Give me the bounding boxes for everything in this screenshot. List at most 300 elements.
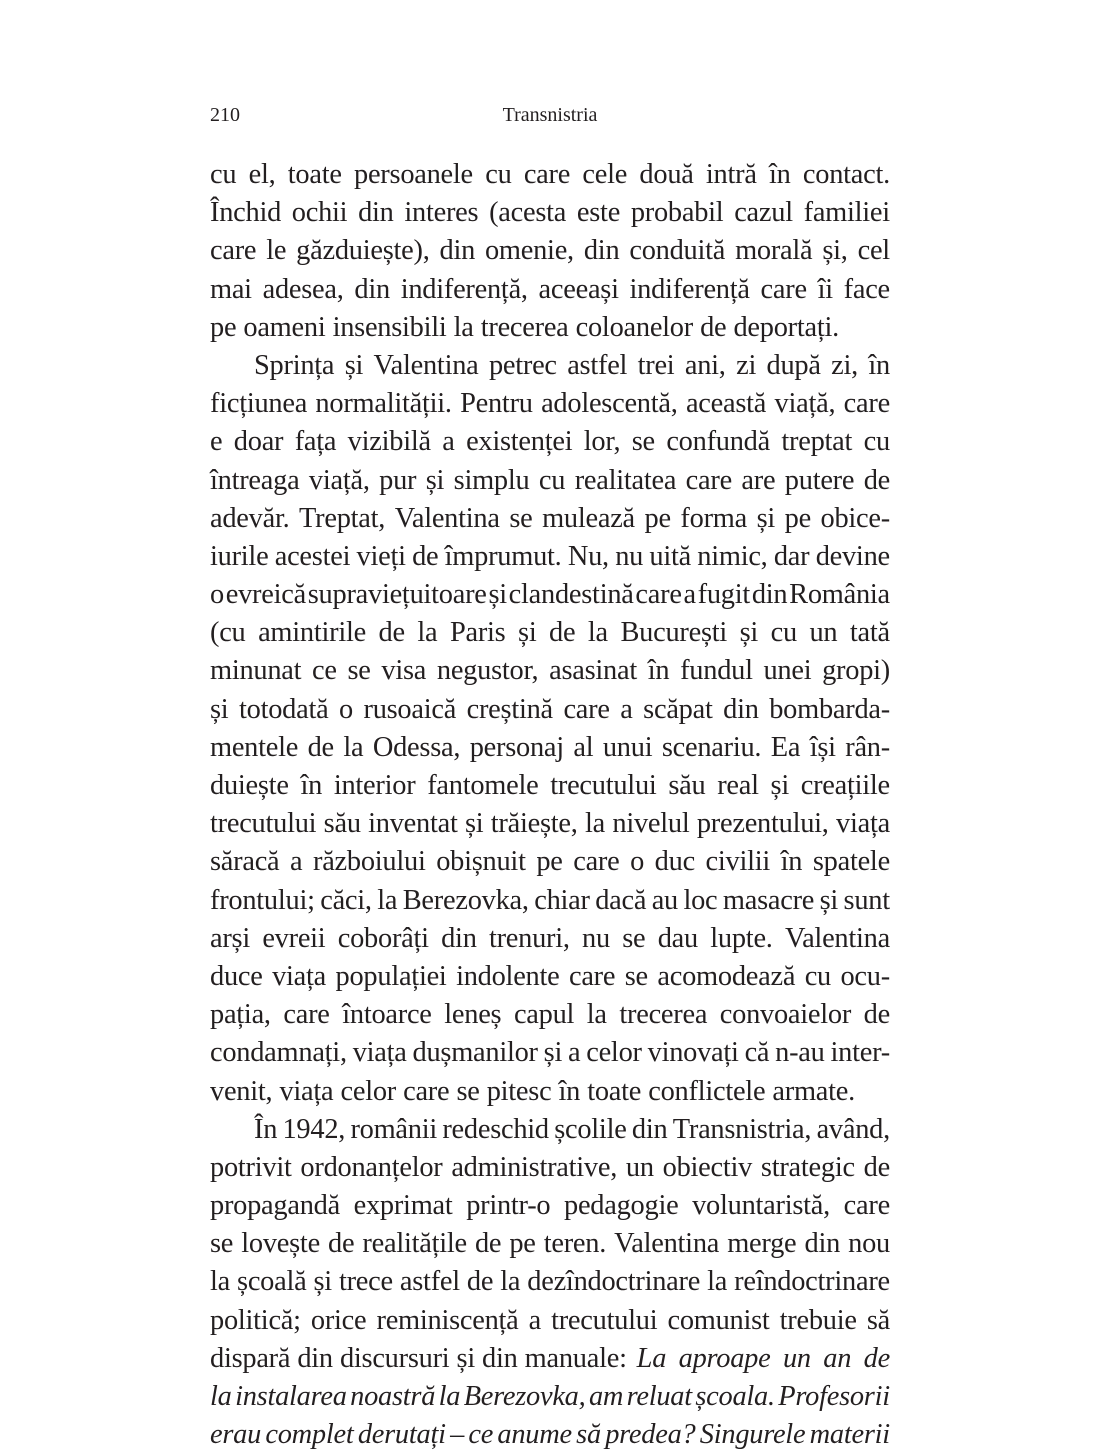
text-word: în (780, 846, 803, 878)
text-word: comunist (667, 1304, 770, 1336)
text-word: vizibilă (347, 426, 431, 458)
text-line (210, 385, 890, 423)
text-word: cu (210, 159, 237, 190)
text-word: rusoaică (363, 693, 457, 725)
text-word: fantomele (427, 770, 539, 801)
text-word: cu (538, 464, 566, 496)
text-word: realitățile (362, 1228, 467, 1260)
text-word: În (254, 1113, 278, 1145)
text-word: petrec (488, 349, 557, 381)
text-line (210, 843, 890, 881)
text-word: la (707, 1266, 728, 1298)
text-word: duc (654, 846, 695, 878)
text-word: o (338, 693, 353, 725)
text-word: supraviețuitoare (307, 579, 487, 611)
text-word: și (739, 617, 759, 649)
text-word: Paris (449, 617, 506, 649)
running-head (210, 100, 890, 130)
text-word: strategic (760, 1151, 855, 1183)
text-word: dau (657, 922, 698, 954)
text-word: teren. (543, 1228, 607, 1260)
text-word: la (585, 808, 605, 840)
text-word: fundul (680, 655, 753, 687)
text-word: pedagogie (564, 1190, 679, 1222)
text-word: Singurele (699, 1419, 806, 1451)
text-word: anume (497, 1419, 572, 1451)
text-word: populației (335, 960, 447, 992)
text-word: școlile (554, 1113, 627, 1145)
text-word: inter- (830, 1037, 890, 1069)
text-word: la (587, 617, 608, 649)
text-word: România (789, 579, 890, 611)
text-word: visa (381, 655, 427, 687)
text-word: de (863, 1151, 890, 1183)
text-word: la (343, 731, 364, 763)
text-word: dacă (595, 884, 647, 916)
text-word: convoaielor (719, 999, 852, 1031)
text-word: redeschid (442, 1113, 549, 1145)
text-word: ce (312, 655, 337, 687)
text-line (210, 194, 890, 232)
text-word: inventat (368, 808, 458, 840)
text-word: pe (784, 502, 811, 534)
text-word: spatele (812, 846, 890, 878)
text-word: vieți (356, 540, 406, 572)
text-word: în (558, 1075, 581, 1107)
text-word: și (518, 617, 537, 649)
text-word: că (744, 1037, 770, 1069)
text-word: de (328, 1228, 355, 1260)
text-word: românii (350, 1113, 438, 1145)
text-word: gropi) (822, 655, 890, 687)
text-line (210, 1263, 890, 1301)
text-word: capul (513, 999, 575, 1031)
text-word: dușmanilor (412, 1037, 538, 1069)
text-word: ocu- (840, 960, 890, 992)
text-word: toate (287, 159, 342, 190)
text-line (210, 691, 890, 729)
text-word: civilii (705, 846, 771, 878)
text-word: dezîndoctrinare (527, 1266, 701, 1298)
text-word: indiferență, (400, 273, 528, 305)
text-word: – (450, 1419, 465, 1451)
text-word: unui (602, 731, 653, 763)
text-word: al (573, 731, 594, 763)
text-word: având, (816, 1113, 890, 1145)
text-word: de (474, 1228, 502, 1260)
text-word: a (442, 426, 455, 458)
text-word: forma (680, 502, 747, 534)
text-word: Transnistria, (672, 1113, 812, 1145)
text-word: se (624, 960, 648, 992)
text-word: sunt (843, 884, 890, 916)
text-word: care (573, 846, 620, 878)
text-line (210, 156, 890, 194)
text-word: devine (815, 540, 890, 572)
text-word: obișnuit (436, 846, 526, 878)
text-word: Valentina (373, 349, 479, 381)
text-word: fugit (697, 579, 751, 611)
text-word: probabil (630, 197, 724, 229)
text-word: un (625, 1151, 654, 1183)
text-word: evreică (225, 579, 306, 611)
text-word: după (766, 349, 821, 381)
text-word: cel (857, 235, 890, 267)
text-word: rân- (845, 731, 890, 763)
text-word: Nu, (567, 540, 609, 572)
text-word: Închid (210, 197, 282, 229)
text-word: care (568, 960, 616, 992)
text-word: se (631, 426, 655, 458)
text-word: și (210, 693, 229, 725)
text-word: din (723, 693, 759, 725)
text-word: Valentina (394, 502, 500, 534)
text-word: unei (763, 655, 812, 687)
text-word: scăpat (643, 693, 713, 725)
text-line (210, 920, 890, 958)
text-word: vinovați (647, 1037, 739, 1069)
text-word: care (210, 235, 257, 267)
text-word: discursuri (339, 1342, 450, 1374)
text-word: este (576, 197, 621, 229)
text-word: de (378, 617, 405, 649)
text-word: de (700, 311, 727, 343)
text-word: și (313, 1266, 332, 1298)
text-word: normalității. (315, 388, 452, 420)
text-word: duce (210, 960, 263, 992)
text-word: totodată (238, 693, 329, 725)
text-word: un (782, 1342, 811, 1374)
text-word: pitesc (486, 1075, 552, 1107)
text-word: n-au (775, 1037, 825, 1069)
text-word: lupte. (710, 922, 773, 954)
text-line (210, 1340, 890, 1378)
text-word: minunat (210, 655, 302, 687)
text-word: a (683, 579, 696, 611)
text-word: conduită (629, 235, 726, 267)
text-word: prezentului, (696, 808, 829, 840)
text-word: erau (210, 1419, 262, 1451)
text-word: săracă (210, 846, 280, 878)
text-word: Odessa, (372, 731, 461, 763)
text-word: omenie, (484, 235, 574, 267)
text-word: de (466, 1266, 494, 1298)
text-word: aceeași (538, 273, 619, 305)
text-word: în (868, 349, 890, 381)
text-word: nou (848, 1228, 890, 1260)
text-word: care (843, 388, 890, 420)
text-word: ce (468, 1419, 494, 1451)
text-word: Berezovka, (402, 884, 529, 916)
text-word: școală (237, 1266, 307, 1298)
text-word: (cu (210, 617, 246, 649)
text-word: școala. (695, 1381, 775, 1412)
text-word: personaj (469, 731, 564, 763)
text-word: său (323, 808, 361, 840)
text-word: tată (849, 617, 890, 649)
text-word: Profesorii (778, 1381, 890, 1412)
text-word: care (283, 999, 330, 1031)
text-word: și (456, 1342, 475, 1374)
text-word: și (543, 1037, 563, 1069)
text-word: dar (773, 540, 810, 572)
text-line (210, 232, 890, 270)
text-word: trăiește, (490, 808, 578, 840)
text-word: mentele (210, 731, 299, 763)
text-word: viața (272, 960, 327, 992)
text-word: nu (582, 922, 610, 954)
text-line (210, 996, 890, 1034)
text-word: treptat (781, 426, 853, 458)
text-word: din (751, 579, 788, 611)
text-word: venit, (210, 1075, 273, 1107)
text-word: deportați. (733, 311, 839, 343)
text-word: din (297, 1342, 333, 1374)
text-word: adolescentă, (541, 388, 678, 420)
text-word: de (549, 617, 576, 649)
text-word: familiei (803, 197, 890, 229)
text-word: reluat (626, 1381, 692, 1412)
text-line (210, 1073, 890, 1111)
text-word: contact. (802, 159, 890, 190)
text-word: a (620, 693, 633, 725)
text-word: din (631, 1113, 668, 1145)
text-word: care (403, 1075, 450, 1107)
text-word: cele (582, 159, 628, 190)
text-word: (acesta (489, 197, 567, 229)
text-line (210, 1149, 890, 1187)
text-word: întoarce (342, 999, 432, 1031)
text-word: masacre (722, 884, 815, 916)
text-word: adevăr. (210, 502, 290, 534)
text-word: realitatea (574, 464, 677, 496)
text-word: mulează (542, 502, 635, 534)
text-word: la (500, 1266, 521, 1298)
text-word: își (809, 731, 836, 763)
text-word: chiar (534, 884, 590, 916)
text-word: această (685, 388, 767, 420)
text-word: au (651, 884, 678, 916)
text-word: interes (404, 197, 479, 229)
text-word: cu (770, 617, 797, 649)
text-word: an (823, 1342, 852, 1374)
text-word: care (523, 159, 571, 190)
text-word: în (300, 770, 323, 801)
text-word: ficțiunea (210, 388, 308, 420)
text-line (210, 1302, 890, 1340)
text-word: trecerea (619, 999, 708, 1031)
text-word: orice (310, 1304, 367, 1336)
text-word: zi, (831, 349, 858, 381)
text-word: noastră (350, 1381, 436, 1412)
text-word: din (439, 235, 476, 267)
text-word: fața (294, 426, 337, 458)
text-word: scenariu. (661, 731, 762, 763)
text-word: se (622, 922, 646, 954)
text-word: dispară (210, 1342, 291, 1374)
text-word: din (358, 197, 394, 229)
text-word: la (453, 311, 474, 343)
text-word: care (843, 1190, 890, 1222)
text-word: trecutului (550, 770, 657, 801)
text-word: și (464, 808, 484, 840)
text-word: viața (836, 808, 890, 840)
text-word: obiectiv (662, 1151, 753, 1183)
text-word: două (639, 159, 694, 190)
text-line (210, 1187, 890, 1225)
italic-quote-segment (637, 1340, 890, 1378)
text-word: condamnați, (210, 1037, 347, 1069)
text-word: are (741, 464, 776, 496)
text-word: loc (683, 884, 718, 916)
text-word: la (438, 1381, 461, 1412)
text-word: pe (644, 502, 671, 534)
text-word: reîndoctrinare (734, 1266, 890, 1298)
text-word: intră (705, 159, 757, 190)
text-word: din (354, 273, 390, 305)
text-word: nivelul (612, 808, 690, 840)
text-word: și, (822, 235, 848, 267)
text-word: războiului (313, 846, 426, 878)
text-word: întreaga (210, 464, 300, 496)
text-word: voluntaristă, (692, 1190, 830, 1222)
text-word: e (210, 426, 223, 458)
text-word: împrumut. (444, 540, 562, 572)
text-word: mai (210, 273, 252, 305)
text-word: lor, (583, 426, 621, 458)
text-word: leneș (444, 999, 502, 1031)
text-word: și (488, 579, 507, 611)
text-word: a (567, 1037, 581, 1069)
text-line (210, 576, 890, 614)
text-word: frontului; (210, 884, 315, 916)
text-line (210, 500, 890, 538)
text-word: celor (586, 1037, 642, 1069)
text-word: se (509, 502, 533, 534)
text-word: din (583, 235, 620, 267)
text-word: conflictele (648, 1075, 766, 1107)
text-word: ochii (291, 197, 348, 229)
text-word: manuale: (524, 1342, 627, 1374)
text-word: reminiscență (376, 1304, 519, 1336)
text-word: și (819, 884, 839, 916)
text-word: viața (352, 1037, 407, 1069)
text-word: trece (338, 1266, 393, 1298)
text-word: interior (333, 770, 416, 801)
text-word: Berezovka, (463, 1381, 586, 1412)
text-word: zi (736, 349, 757, 381)
text-word: viața (279, 1075, 334, 1107)
text-word: el, (248, 159, 276, 190)
running-title: Transnistria (502, 104, 598, 126)
text-word: coloanelor (575, 311, 693, 343)
text-word: trecutului (551, 1304, 658, 1336)
text-word: îi (817, 273, 833, 305)
body-text (210, 156, 890, 1454)
text-line (210, 1225, 890, 1263)
text-word: acomodează (657, 960, 796, 992)
text-word: doar (233, 426, 284, 458)
text-word: nu (615, 540, 644, 572)
text-line (210, 729, 890, 767)
text-word: exprimat (353, 1190, 453, 1222)
text-word: Treptat, (299, 502, 386, 534)
text-word: cu (804, 960, 831, 992)
text-word: adesea, (262, 273, 344, 305)
text-word: Pentru (460, 388, 533, 420)
text-word: predea? (605, 1419, 696, 1451)
text-word: se (210, 1228, 234, 1260)
text-word: la (586, 999, 607, 1031)
text-word: se (347, 655, 371, 687)
text-word: pe (509, 1228, 536, 1260)
text-word: asasinat (549, 655, 637, 687)
text-word: cu (863, 426, 890, 458)
text-word: și (425, 464, 445, 496)
text-line (210, 652, 890, 690)
text-word: amintirile (258, 617, 366, 649)
text-word: pe (536, 846, 563, 878)
text-word: simplu (453, 464, 530, 496)
text-word: complet (265, 1419, 354, 1451)
text-word: trecerea (480, 311, 569, 343)
text-word: propagandă (210, 1190, 340, 1222)
text-word: trenuri, (488, 922, 570, 954)
text-word: aproape (678, 1342, 771, 1374)
text-word: coborâți (337, 922, 429, 954)
text-line (210, 767, 890, 805)
text-word: său (668, 770, 706, 801)
text-word: duiește (210, 770, 289, 801)
text-word: București (620, 617, 728, 649)
text-line (210, 805, 890, 843)
text-word: o (210, 579, 224, 611)
text-word: să (866, 1304, 890, 1336)
text-word: Valentina (614, 1228, 720, 1260)
text-line (210, 347, 890, 385)
text-word: cazul (734, 197, 793, 229)
text-word: căci, (320, 884, 372, 916)
text-word: politică; (210, 1304, 301, 1336)
text-word: negustor, (436, 655, 539, 687)
text-word: în (647, 655, 670, 687)
text-word: uită (649, 540, 691, 572)
text-line (210, 958, 890, 996)
text-word: pe (210, 311, 237, 343)
text-word: celor (340, 1075, 396, 1107)
text-word: găzduiește), (296, 235, 430, 267)
text-word: potrivit (210, 1151, 292, 1183)
text-word: creștină (466, 693, 553, 725)
text-word: a (528, 1304, 541, 1336)
text-word: instalarea (235, 1381, 347, 1412)
text-word: derutați (357, 1419, 446, 1451)
text-line (210, 538, 890, 576)
text-word: la (210, 1266, 230, 1298)
text-word: le (266, 235, 287, 267)
text-word: obice- (820, 502, 890, 534)
text-word: viață, (774, 388, 836, 420)
text-word: ani, (684, 349, 726, 381)
text-word: pația, (210, 999, 271, 1031)
text-word: și (770, 770, 789, 801)
text-line (210, 1111, 890, 1149)
text-word: ordonanțelor (300, 1151, 443, 1183)
text-word: Valentina (784, 922, 890, 954)
text-word: real (717, 770, 759, 801)
text-word: să (576, 1419, 601, 1451)
text-word: oameni (243, 311, 326, 343)
